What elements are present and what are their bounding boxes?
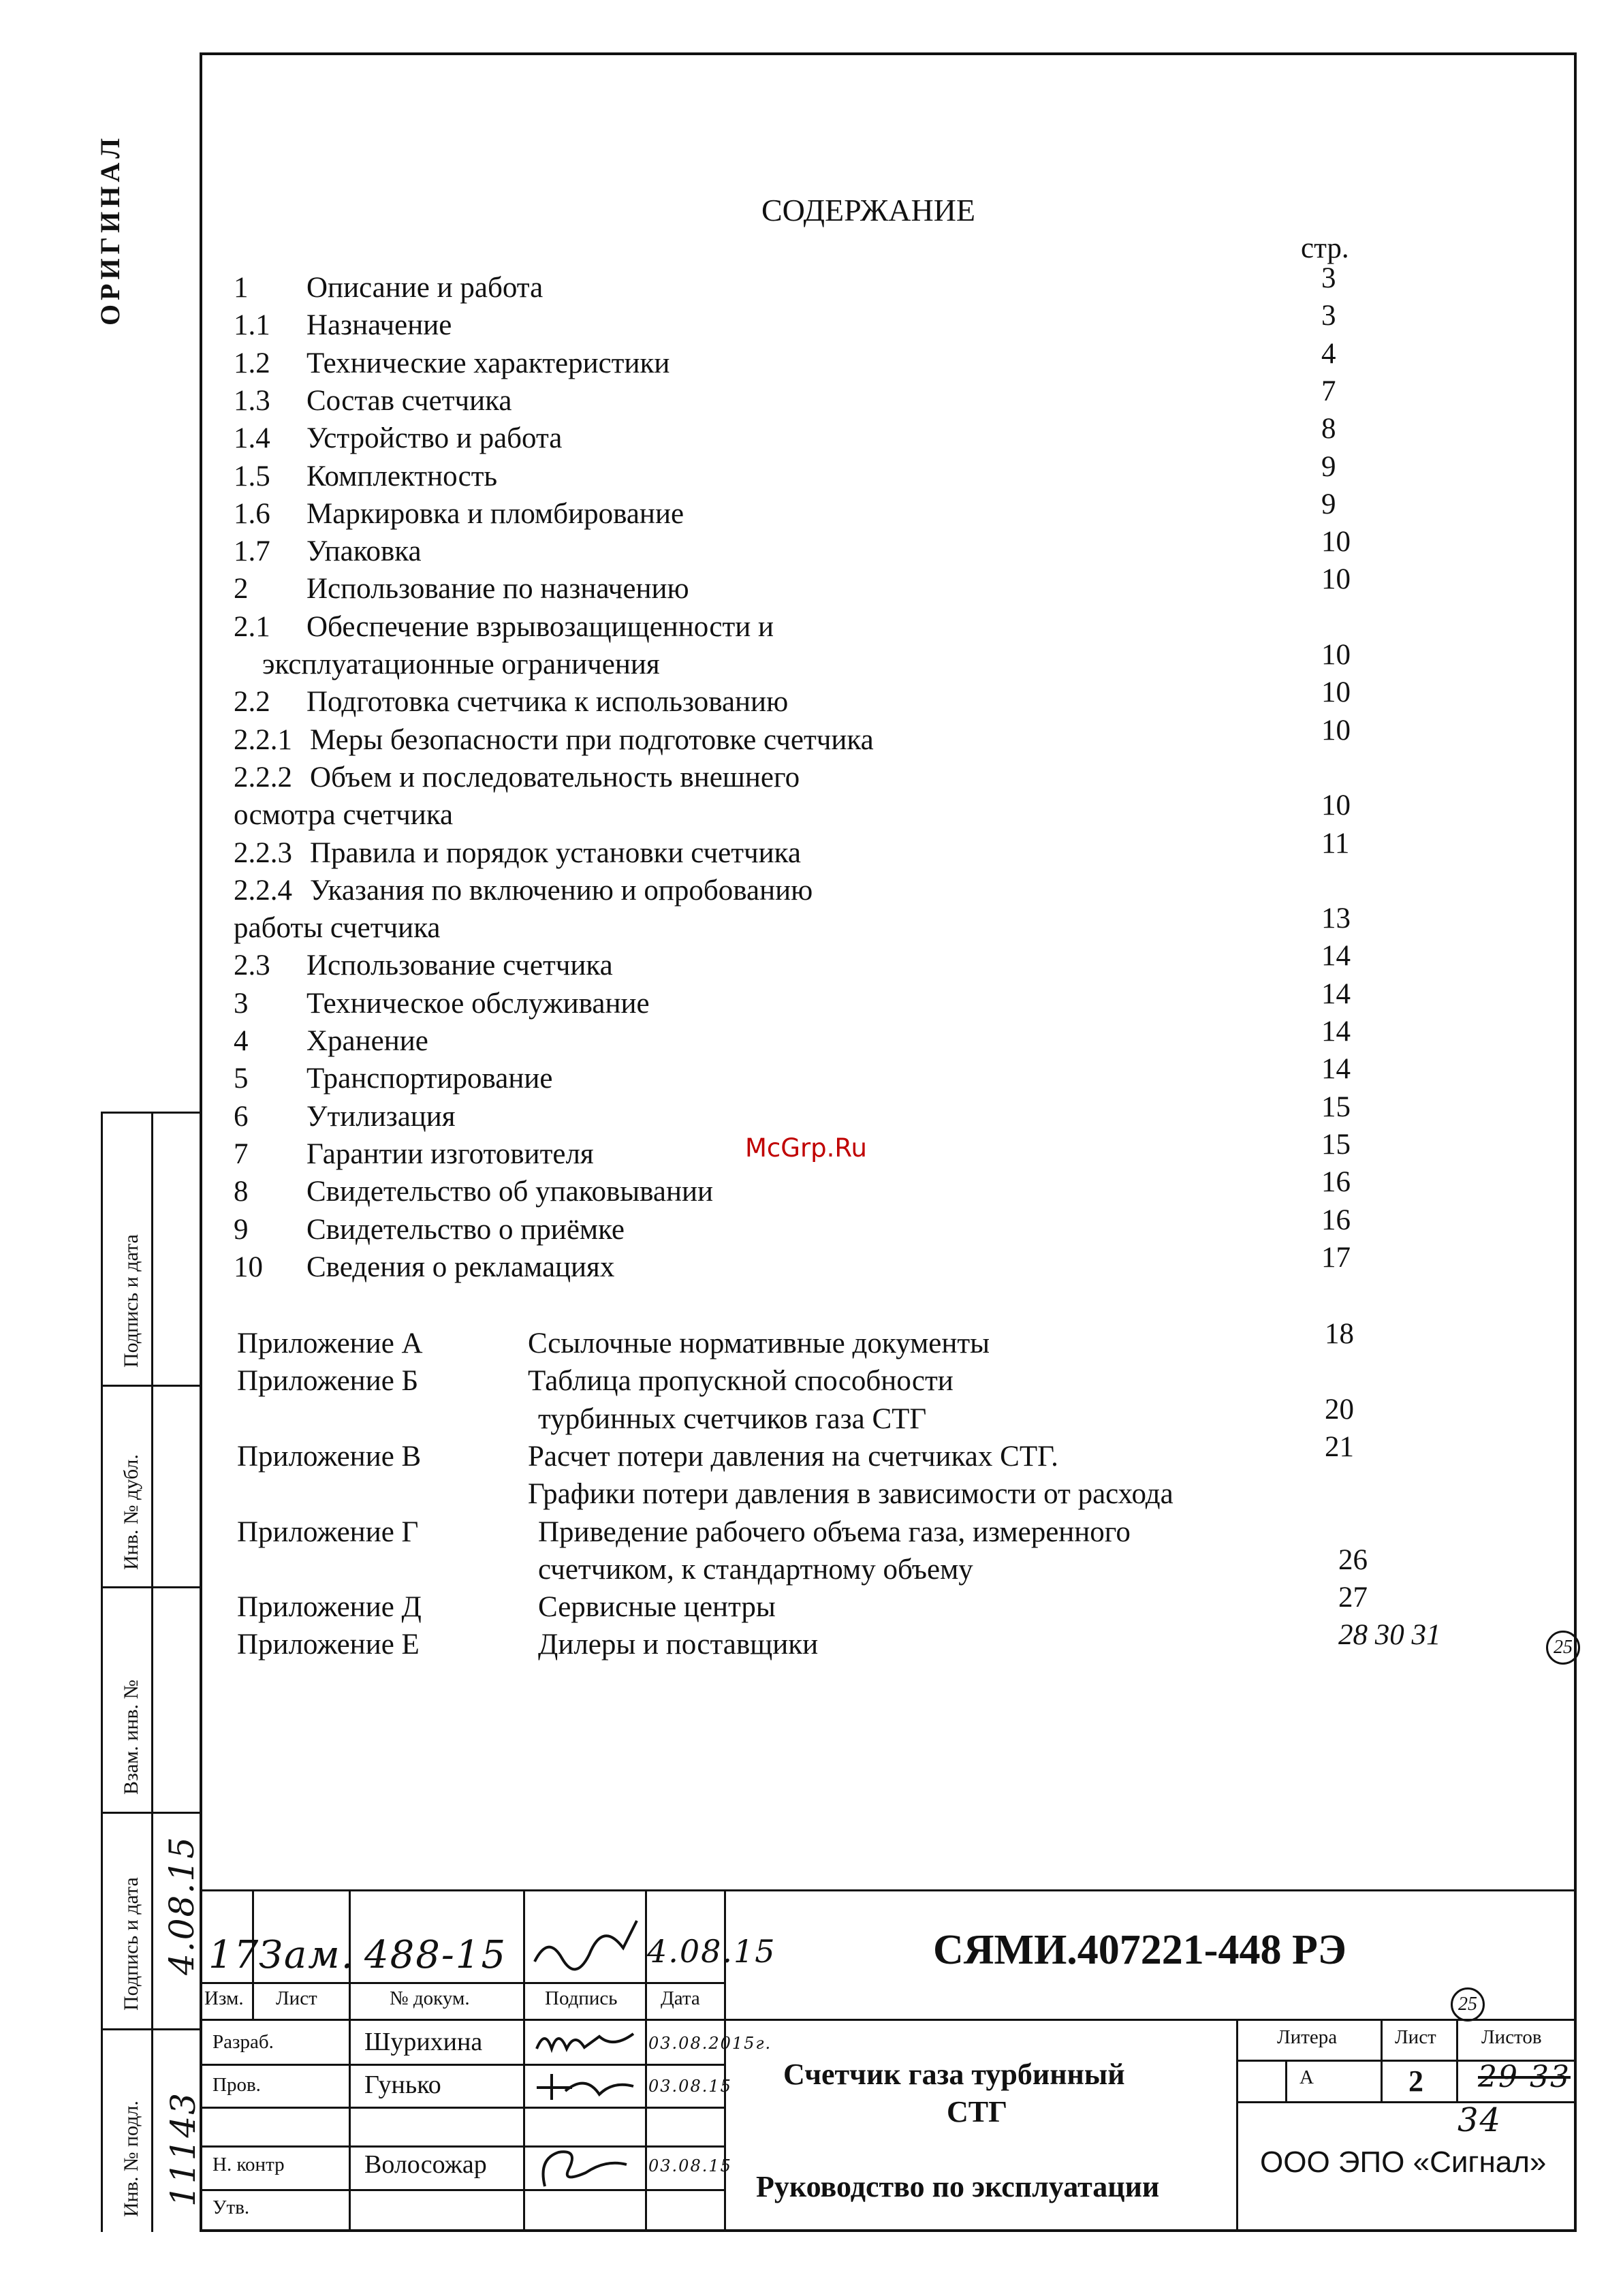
page-column-label: стр. [1301,232,1349,264]
toc-title: Хранение [306,1025,428,1057]
left-col-sep-3 [101,1812,202,1814]
header-sign: Подпись [545,1987,618,2009]
toc-number: 2.2.2 [234,761,292,793]
toc-title: Свидетельство об упаковывании [306,1176,714,1208]
left-col-sep-1 [101,1385,202,1387]
toc-number: 2 [234,573,249,605]
toc-number: 7 [234,1138,249,1170]
toc-number: 1.2 [234,347,270,379]
toc-number: 1.5 [234,460,270,492]
role-date: 03.08.15 [648,2156,732,2175]
role-label: Разраб. [212,2031,274,2053]
toc-number: 1.7 [234,535,270,567]
change-signature [528,1907,644,1979]
appendix-title: Сервисные центры [538,1591,776,1623]
appendix-title: Приведение рабочего объема газа, измеренного [538,1516,1131,1548]
signature-razrab [531,2022,640,2062]
toc-title: Использование по назначению [306,573,689,605]
toc-title: Техническое обслуживание [306,988,650,1020]
toc-number: 2.2.4 [234,875,292,907]
header-izm: Изм. [204,1987,244,2009]
litera-value: А [1299,2066,1314,2088]
toc-title: Утилизация [306,1101,456,1133]
toc-number: 4 [234,1025,249,1057]
toc-page: 3 [1321,262,1336,294]
tb-col-doc [523,1889,525,2232]
company-name: ООО ЭПО «Сигнал» [1260,2145,1547,2179]
left-col-sep-4 [101,2028,202,2030]
header-doc: № докум. [390,1987,470,2009]
toc-number: 2.2.1 [234,724,292,756]
left-col-sep-2 [101,1586,202,1588]
appendix-page: 28 30 31 [1338,1619,1441,1651]
product-line-2: СТГ [947,2095,1008,2128]
toc-page: 15 [1321,1091,1351,1123]
appendix-page: 26 [1338,1544,1368,1576]
toc-page: 10 [1321,676,1351,708]
toc-page: 10 [1321,639,1351,671]
label-podp-data-1: Подпись и дата [120,1234,142,1368]
toc-title: Подготовка счетчика к использованию [306,686,789,718]
toc-number: 1.4 [234,422,270,454]
toc-title: осмотра счетчика [234,799,454,831]
appendix-label: Приложение В [237,1441,422,1473]
toc-title: Указания по включению и опробованию [310,875,813,907]
appendix-label: Приложение А [237,1327,423,1359]
toc-number: 5 [234,1063,249,1095]
label-podp-data-2: Подпись и дата [120,1877,142,2011]
appendix-page: 18 [1325,1318,1354,1350]
appendix-title: Таблица пропускной способности [528,1365,954,1397]
toc-page: 7 [1321,375,1336,407]
left-col-top [101,1112,202,1114]
sheet-value: 2 [1408,2064,1423,2098]
left-col-line-inner [151,1112,153,2232]
label-vzam-inv: Взам. инв. № [120,1679,142,1795]
appendix-label: Приложение Е [237,1629,420,1661]
toc-title: Упаковка [306,535,422,567]
appendix-title: турбинных счетчиков газа СТГ [538,1403,927,1435]
appendix-label: Приложение Д [237,1591,422,1623]
toc-title: Описание и работа [306,272,543,304]
toc-page: 14 [1321,940,1351,972]
appendix-title: Расчет потери давления на счетчиках СТГ. [528,1441,1058,1473]
toc-page: 8 [1321,413,1336,445]
toc-title: Правила и порядок установки счетчика [310,837,801,869]
original-stamp: ОРИГИНАЛ [95,133,125,326]
change-izm: 17 [208,1933,260,1977]
appendix-title: Ссылочные нормативные документы [528,1327,990,1359]
role-name: Волосожар [364,2150,487,2179]
toc-number: 10 [234,1251,263,1283]
toc-title: Свидетельство о приёмке [306,1214,625,1246]
signature-prov [531,2067,640,2105]
toc-title: Использование счетчика [306,949,613,981]
appendix-page: 20 [1325,1394,1354,1426]
toc-page: 14 [1321,1016,1351,1048]
toc-page: 11 [1321,828,1350,860]
toc-number: 3 [234,988,249,1020]
toc-page: 16 [1321,1166,1351,1198]
toc-title: Технические характеристики [306,347,670,379]
toc-page: 16 [1321,1204,1351,1236]
sheets-label: Листов [1481,2026,1542,2048]
page-title: СОДЕРЖАНИЕ [761,193,976,227]
header-list: Лист [276,1987,317,2009]
toc-page: 9 [1321,451,1336,483]
toc-title: Гарантии изготовителя [306,1138,594,1170]
toc-number: 2.3 [234,949,270,981]
sheets-new-value: 34 [1457,2101,1502,2139]
role-label: Утв. [212,2197,250,2218]
document-type: Руководство по эксплуатации [756,2170,1160,2203]
toc-number: 1.1 [234,309,270,341]
toc-title: Транспортирование [306,1063,553,1095]
appendix-label: Приложение Б [237,1365,419,1397]
appendix-page: 21 [1325,1431,1354,1463]
toc-number: 1 [234,272,249,304]
toc-page: 10 [1321,789,1351,821]
toc-title: Устройство и работа [306,422,563,454]
toc-title: Меры безопасности при подготовке счетчика [310,724,874,756]
label-inv-dubl: Инв. № дубл. [120,1454,142,1570]
toc-title: работы счетчика [234,912,441,944]
toc-title: Маркировка и пломбирование [306,498,684,530]
handwritten-date-left: 4.08.15 [162,1836,202,1975]
toc-number: 8 [234,1176,249,1208]
header-date: Дата [661,1987,700,2009]
signature-nkontr [531,2145,640,2189]
tb-litera-sub [1285,2060,1287,2101]
toc-title: эксплуатационные ограничения [262,648,660,680]
toc-page: 9 [1321,488,1336,520]
appendix-title: счетчиком, к стандартному объему [538,1554,973,1586]
appendix-label: Приложение Г [237,1516,419,1548]
toc-title: Обеспечение взрывозащищенности и [306,611,774,643]
toc-page: 13 [1321,902,1351,934]
toc-title: Комплектность [306,460,498,492]
toc-title: Объем и последовательность внешнего [310,761,800,793]
toc-page: 14 [1321,978,1351,1010]
role-label: Н. контр [212,2154,285,2175]
toc-page: 14 [1321,1053,1351,1085]
toc-number: 2.2 [234,686,270,718]
appendix-title: Дилеры и поставщики [538,1629,819,1661]
toc-page: 10 [1321,526,1351,558]
toc-title: Состав счетчика [306,385,512,417]
circle-mark: 25 [1546,1631,1580,1665]
role-name: Гунько [364,2071,441,2099]
tb-litera-row2 [1236,2101,1577,2103]
toc-title: Назначение [306,309,452,341]
role-label: Пров. [212,2074,261,2096]
toc-title: Сведения о рекламациях [306,1251,615,1283]
sheets-value: 29 33 [1478,2060,1571,2094]
label-inv-podl: Инв. № подл. [120,2101,142,2217]
change-date: 4.08.15 [647,1933,776,1970]
change-doc: 488-15 [364,1933,507,1977]
toc-number: 9 [234,1214,249,1246]
toc-page: 15 [1321,1129,1351,1161]
tb-col-sheets [1456,2019,1458,2101]
handwritten-inv-left: 11143 [163,2091,203,2207]
tb-col-right [1236,2019,1238,2232]
toc-number: 1.3 [234,385,270,417]
role-date: 03.08.15 [648,2077,732,2096]
left-col-line-outer [101,1112,103,2232]
role-name: Шурихина [364,2028,483,2056]
toc-number: 2.1 [234,611,270,643]
toc-page: 17 [1321,1242,1351,1274]
tb-top [200,1889,1577,1891]
document-code: СЯМИ.407221-448 РЭ [933,1927,1346,1973]
change-list: Зам. [259,1933,355,1977]
toc-page: 4 [1321,338,1336,370]
toc-number: 1.6 [234,498,270,530]
tb-col-sheet [1381,2019,1383,2101]
toc-number: 2.2.3 [234,837,292,869]
product-line-1: Счетчик газа турбинный [783,2058,1125,2091]
tb-row-headers [200,2019,1577,2021]
sheet-label: Лист [1395,2026,1436,2048]
appendix-page: 27 [1338,1582,1368,1614]
toc-page: 10 [1321,714,1351,746]
toc-page: 3 [1321,300,1336,332]
toc-number: 6 [234,1101,249,1133]
watermark: McGrp.Ru [745,1133,867,1163]
appendix-title: Графики потери давления в зависимости от расхода [528,1478,1173,1510]
role-date: 03.08.2015г. [648,2034,772,2053]
toc-page: 10 [1321,563,1351,595]
sheet-circle-mark: 25 [1451,1987,1485,2022]
litera-label: Литера [1277,2026,1338,2048]
